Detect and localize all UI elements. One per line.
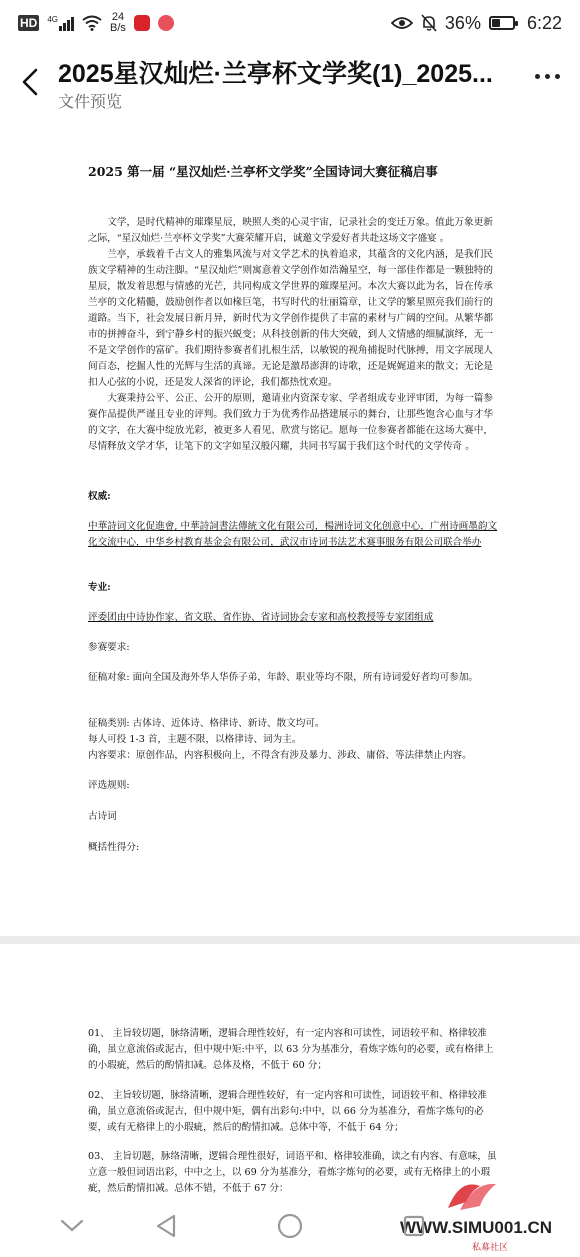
poetry-label: 古诗词 <box>88 811 117 822</box>
nav-home-button[interactable] <box>274 1210 306 1242</box>
paragraph: 大赛秉持公平、公正、公开的原则，邀请业内资深专家、学者组成专业评审团，为每一篇参赛作品提供严谨且专业的评判。我们致力于为优秀作品搭建展示的舞台，让那些饱含心血与才华的文字，在大赛中绽放光彩，被更多人看见、欣赏与铭记。愿每一位参赛者都能在这场大赛中，尽情释放文学才华，让笔下的文字如星汉般闪耀，共同书写属于我们这个时代的文学传奇 。 <box>88 393 493 452</box>
clock: 6:22 <box>526 12 562 33</box>
speed-value: 24 <box>111 11 125 23</box>
back-arrow-icon <box>21 68 39 96</box>
score-item: 02、 主旨较切题，脉络清晰，逻辑合理性较好，有一定内容和可读性，词语较平和、格律较准确，虽立意流俗或泥古，但中规中矩，偶有出彩句:中中，以 66 分为基准分，看炼字炼句的必要，或有无格律上的小瑕疵，然后的酌情扣减。总体中等，不低于 64 分； <box>88 1090 488 1133</box>
submission-category: 征稿类别: 古体诗、近体诗、格律诗、新诗、散文均可。 <box>88 718 325 729</box>
more-dot-icon <box>545 74 550 79</box>
back-button[interactable] <box>14 62 46 102</box>
paragraph: 文学，是时代精神的璀璨星辰，映照人类的心灵宇宙，记录社会的变迁万象。值此万象更新之际，“星汉灿烂·兰亭杯文学奖”大赛荣耀开启，诚邀文学爱好者共赴这场文字盛宴 。 <box>88 217 493 244</box>
battery-percent: 36% <box>444 12 481 33</box>
score-item: 01、 主旨较切题，脉络清晰，逻辑合理性较好，有一定内容和可读性，词语较平和、格律较准确，虽立意流俗或泥古，但中规中矩:中平，以 63 分为基准分，看炼字炼句的必要，或有格律上的小瑕疵，然后的酌情扣减。总体及格，不低于 60 分； <box>88 1028 494 1071</box>
nav-back-button[interactable] <box>150 1210 182 1242</box>
circle-home-icon <box>276 1212 304 1240</box>
file-title: 2025星汉灿烂·兰亭杯文学奖(1)_2025... <box>58 60 493 88</box>
document-title: 2025 第一届 “星汉灿烂·兰亭杯文学奖”全国诗词大赛征稿启事 <box>88 164 438 179</box>
app-bar <box>0 46 580 116</box>
watermark-site: WWW.SIMU001.CN <box>400 1218 553 1237</box>
battery-icon <box>489 16 515 30</box>
status-bar <box>0 0 580 46</box>
score-item: 03、 主旨切题，脉络清晰，逻辑合理性很好，词语平和、格律较准确，读之有内容、有意味，虽立意一般但词语出彩，中中之上，以 69 分为基准分，看炼字炼句的必要，或有无格律上的小瑕疵，然后酌情扣减。总体不错，不低于 67 分： <box>88 1151 497 1194</box>
professional-label: 专业: <box>88 582 111 593</box>
document-page-1 <box>0 116 580 936</box>
eye-icon <box>391 16 413 30</box>
file-preview-label: 文件预览 <box>58 92 123 111</box>
document-viewer[interactable] <box>0 116 580 1198</box>
more-dot-icon <box>535 74 540 79</box>
authority-label: 权威: <box>88 491 111 502</box>
score-label: 概括性得分: <box>88 842 140 853</box>
notification-app-icon <box>158 15 174 31</box>
more-options-button[interactable] <box>535 74 560 79</box>
system-nav-bar <box>0 1198 580 1257</box>
watermark-subtitle: 私募社区 <box>472 1243 509 1253</box>
paragraph: 兰亭，承载着千古文人的雅集风流与对文学艺术的执着追求，其蕴含的文化内涵，是我们民族文学精神的生动注脚。“星汉灿烂”则寓意着文学创作如浩瀚星空，每一部佳作都是一颗独特的星辰，散发着思想与情感的光芒，共同构成文学世界的璀璨星河。本次大赛以此为名，旨在传承兰亭的文化精髓，鼓励创作者以如椽巨笔，书写时代的壮丽篇章，让文学的繁星照亮我们前行的道路。当下，社会发展日新月异，新时代为文学创作提供了丰富的素材与广阔的空间。从繁华都市的拼搏奋斗，到宁静乡村的振兴蜕变；从科技创新的伟大突破，到人文情感的细腻演绎，无一不是文学创作的富矿。我们期待参赛者们扎根生活，以敏锐的视角捕捉时代脉搏，用文字展现人间百态，挖掘人性的光辉与生活的真谛。无论是激昂澎湃的诗歌，还是娓娓道来的散文；无论是扣人心弦的小说，还是发人深省的评论，我们都热忱欢迎。 <box>88 249 493 388</box>
wifi-icon <box>82 15 102 31</box>
mute-bell-icon <box>421 14 437 32</box>
submission-count: 每人可投 1-3 首，主题不限，以格律诗、词为主。 <box>88 734 302 745</box>
network-speed <box>110 12 126 34</box>
more-dot-icon <box>555 74 560 79</box>
huawei-app-icon <box>134 15 150 31</box>
content-requirements: 内容要求：原创作品，内容积极向上，不得含有涉及暴力、涉政、庸俗、等法律禁止内容。 <box>88 750 472 761</box>
document-page-2 <box>0 944 580 1198</box>
triangle-back-icon <box>154 1213 178 1239</box>
nav-collapse-button[interactable] <box>56 1210 88 1242</box>
hd-indicator: HD <box>20 16 38 30</box>
submission-target: 征稿对象: 面向全国及海外华人华侨子弟，年龄、职业等均不限，所有诗词爱好者均可参加。 <box>88 672 479 683</box>
square-recents-icon <box>402 1214 426 1238</box>
speed-unit: B/s <box>110 22 126 34</box>
intro-text <box>88 215 493 455</box>
requirements-label: 参赛要求: <box>88 642 130 653</box>
nav-recents-button[interactable] <box>398 1210 430 1242</box>
signal-icon <box>47 15 74 31</box>
status-left <box>18 12 174 34</box>
status-right <box>391 13 562 34</box>
signal-gen-label: 4G <box>47 15 59 24</box>
chevron-down-icon <box>59 1218 85 1234</box>
authority-text: 中華詩词文化促進會, 中華詩詞書法傳統文化有限公司，楊洲诗词文化创意中心，广州诗画墨韵文化交流中心，中华乡村教育基金会有限公司，武汉市诗词书法艺术赛事服务有限公司联合举办 <box>88 521 498 548</box>
professional-text: 评委团由中诗协作家、省文联、省作协、省诗词协会专家和高校教授等专家团组成 <box>88 612 434 623</box>
selection-rules-label: 评选规则: <box>88 780 130 791</box>
